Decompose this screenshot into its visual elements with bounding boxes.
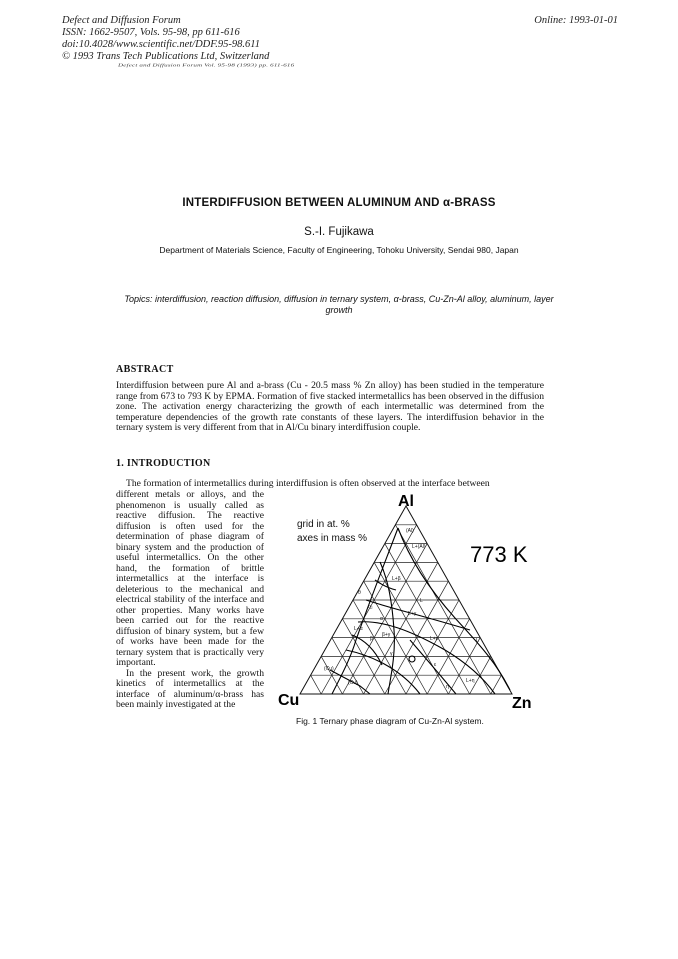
svg-text:η₂: η₂ bbox=[368, 604, 373, 610]
intro-heading: 1. INTRODUCTION bbox=[116, 458, 211, 469]
svg-text:(Cu): (Cu) bbox=[324, 666, 334, 672]
svg-text:θ: θ bbox=[358, 590, 361, 596]
online-date: Online: 1993-01-01 bbox=[534, 15, 618, 26]
journal-name: Defect and Diffusion Forum bbox=[62, 15, 181, 26]
intro-paragraph-2: In the present work, the growth kinetics of intermetallics at the interface of aluminum/α-brass has been mainly investigated at the bbox=[116, 667, 264, 710]
svg-text:L: L bbox=[420, 598, 423, 604]
journal-header bbox=[62, 15, 269, 63]
svg-text:L+α: L+α bbox=[354, 626, 363, 632]
svg-text:ε: ε bbox=[434, 662, 437, 668]
svg-text:L+(Al): L+(Al) bbox=[412, 544, 426, 550]
svg-text:L+γ: L+γ bbox=[408, 611, 417, 617]
temperature-label: 773 K bbox=[470, 542, 528, 567]
doi-line: doi:10.4028/www.scientific.net/DDF.95-98.611 bbox=[62, 39, 261, 50]
svg-text:γ: γ bbox=[390, 651, 393, 657]
ternary-phase-diagram bbox=[270, 490, 550, 720]
abstract-text: Interdiffusion between pure Al and a-brass (Cu - 20.5 mass % Zn alloy) has been studied in the temperature range from 673 to 793 K by EPMA. Formation of five stacked intermetallics has been observed in the diffusion zone. The activation energy characterizing the growth of each intermetallic was determined from the temperature dependencies of the growth rate constants of these layers. The interdiffusion behavior in the ternary system is very different from that in Al/Cu binary interdiffusion couple. bbox=[116, 380, 544, 433]
svg-text:β: β bbox=[370, 636, 373, 642]
intro-column bbox=[116, 490, 264, 711]
svg-text:α: α bbox=[380, 616, 383, 622]
vertex-al-label: Al bbox=[398, 493, 414, 510]
axes-note: axes in mass % bbox=[297, 533, 368, 544]
svg-text:η: η bbox=[446, 684, 449, 690]
vertex-zn-label: Zn bbox=[512, 695, 532, 712]
svg-text:L: L bbox=[476, 638, 479, 644]
svg-text:β+γ: β+γ bbox=[382, 632, 391, 638]
copyright-line: © 1993 Trans Tech Publications Ltd, Switzerland bbox=[62, 51, 270, 62]
svg-text:(Cu): (Cu) bbox=[348, 680, 358, 686]
svg-text:L+η: L+η bbox=[466, 678, 475, 684]
svg-text:(Al): (Al) bbox=[406, 528, 414, 534]
paper-title: INTERDIFFUSION BETWEEN ALUMINUM AND α-BRASS bbox=[182, 197, 496, 209]
figure-caption: Fig. 1 Ternary phase diagram of Cu-Zn-Al system. bbox=[296, 716, 484, 726]
grid-note: grid in at. % bbox=[297, 519, 350, 530]
issn-line: ISSN: 1662-9507, Vols. 95-98, pp 611-616 bbox=[62, 27, 240, 38]
abstract-heading: ABSTRACT bbox=[116, 364, 174, 375]
vertex-cu-label: Cu bbox=[278, 692, 300, 709]
author: S.-I. Fujikawa bbox=[304, 226, 374, 238]
svg-text:L+β: L+β bbox=[392, 576, 401, 582]
affiliation: Department of Materials Science, Faculty of Engineering, Tohoku University, Sendai 980, Japan bbox=[159, 245, 519, 255]
ternary-diagram-svg bbox=[270, 490, 550, 720]
intro-paragraph-1: different metals or alloys, and the phenomenon is usually called as reactive diffusion. The reactive diffusion is often used for the determination of phase diagram of binary system and the production of useful intermetallics. On the other hand, the formation of brittle intermetallics at the interface is deleterious to the mechanical and electrical stability of the interface and other properties. Many works have been carried out for the reactive diffusion of binary system, but a few of works have been made for the ternary system that is practically very important. bbox=[116, 489, 264, 668]
svg-text:L+ε: L+ε bbox=[430, 636, 438, 642]
topics: Topics: interdiffusion, reaction diffusion, diffusion in ternary system, α-brass, Cu-Zn-Al alloy, aluminum, layer growth bbox=[124, 294, 554, 315]
intro-first-line: The formation of intermetallics during interdiffusion is often observed at the interface between bbox=[126, 478, 490, 489]
scan-header-strip: Defect and Diffusion Forum Vol. 95-98 (1993) pp. 611-616 bbox=[118, 63, 295, 68]
